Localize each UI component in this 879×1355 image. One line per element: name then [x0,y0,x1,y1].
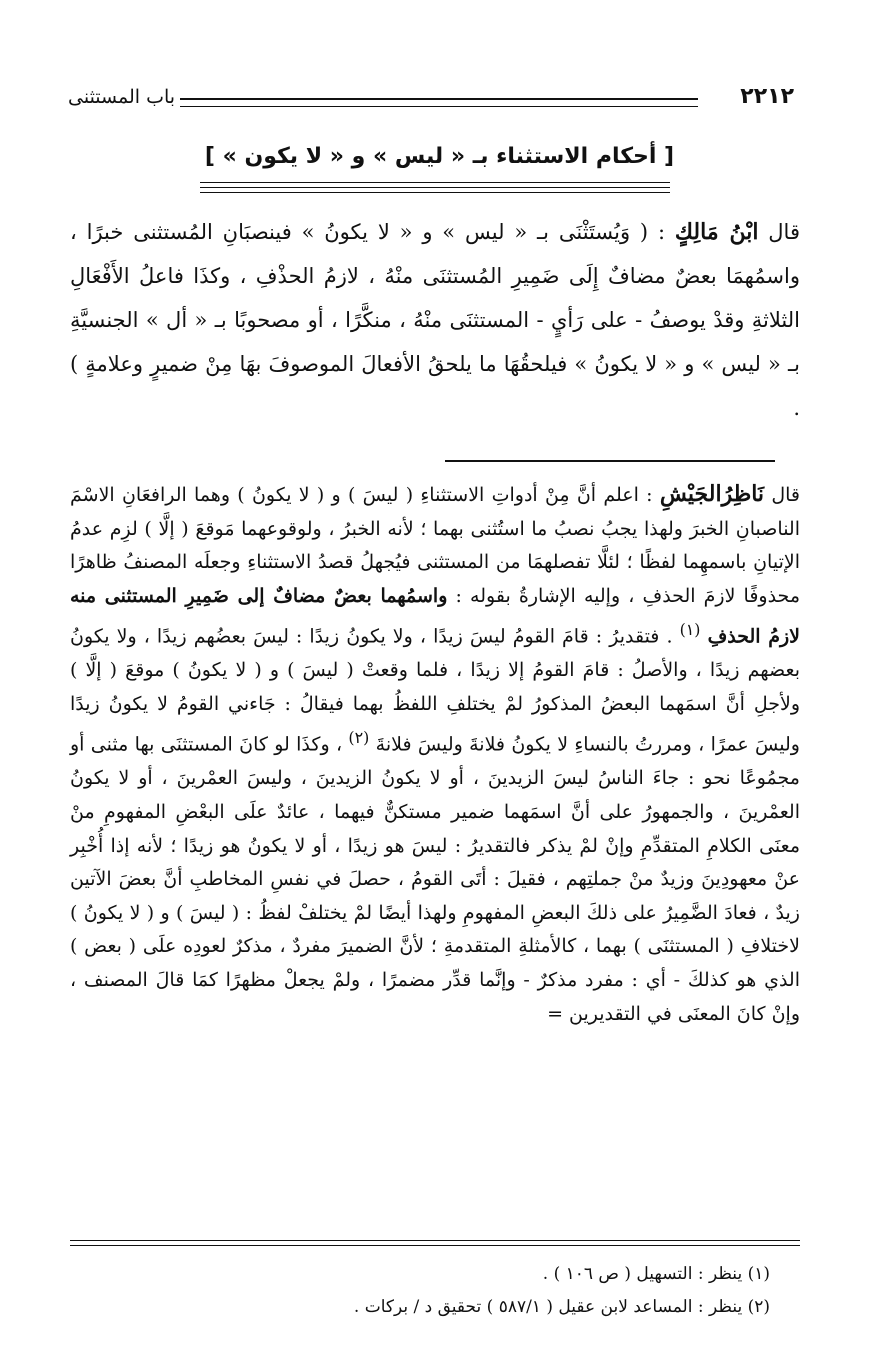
sharh-body-3: ، وكذَا لو كانَ المستثنَى بها مثنى أو مجمُوعًا نحو : جاءَ الناسُ ليسَ الزيدينَ ، أو لا يكونُ الزيدينَ ، وليسَ العمْرينَ ، أو لا يكونُ العمْرينَ ، والجمهورُ على أنَّ اسمَهما ضمير مستكنٌّ فيهما ، عائدٌ علَى البعْضِ المفهومِ منْ معنَى الكلامِ المتقدِّمِ وإنْ لمْ يذكر فالتقديرُ : ليسَ هو زيدًا ، أو لا يكونُ هو زيدًا ؛ لأنه إذا أُخْبِر عنْ معهودِينَ وزيدٌ منْ جملتِهم ، فقيلَ : أتَى القومُ ، حصلَ في نفسِ المخاطبِ أنَّ بعضَ الآتين زيدٌ ، فعادَ الضَّمِيرُ على ذلكَ البعضِ المفهومِ ولهذا أيضًا لمْ يختلفْ لفظُ : ( ليسَ ) و ( لا يكونُ ) لاختلافِ ( المستثنَى ) بهما ، كالأمثلةِ المتقدمةِ ؛ لأنَّ الضميرَ مفردٌ ، مذكرٌ لعودِه علَى ( بعض ) الذي هو كذلكَ - أي : مفرد مذكرٌ - وإنَّما قدِّر مضمرًا ، ولمْ يجعلْ مظهرًا كمَا قالَ المصنف ، وإنْ كانَ المعنَى في التقديرين = [70,733,800,1025]
matn-text [70,210,800,430]
footnotes [70,1258,770,1324]
title-rule [200,182,670,183]
matn-speaker: ابْنُ مَالِكٍ [674,219,759,245]
sharh-body-2: . فتقديرُ : قامَ القومُ ليسَ زيدًا ، ولا يكونُ زيدًا : ليسَ بعضُهم زيدًا ، ولا يكونُ بعضهم زيدًا ، والأصلُ : قامَ القومُ إلا زيدًا ، فلما وقعتْ ( ليسَ ) و ( لا يكونُ ) موقعَ ( إلَّا ) ولأجلِ أنَّ اسمَهما البعضُ المذكورُ لمْ يختلفِ اللفظُ بهما فيقالُ : جَاءني القومُ لا يكونُ زيدًا وليسَ عمرًا ، ومررتُ بالنساءِ لا يكونُ فلانةَ وليسَ فلانةَ [70,625,800,756]
commentary-text [70,478,800,1031]
matn-intro: قال [768,220,800,244]
footnote-1: (١) ينظر : التسهيل ( ص ١٠٦ ) . [542,1264,770,1284]
footnote-2: (٢) ينظر : المساعد لابن عقيل ( ٥٨٧/١ ) تحقيق د / بركات . [353,1297,770,1317]
footnote-mark-2: (٢) [348,728,370,748]
matn-divider [445,460,775,462]
bold-quote: واسمُهما بعضٌ مضافٌ إلى ضَمِيرِ المستثنى منه لازمُ الحذفِ [70,584,800,648]
running-title: باب المستثنى [68,86,176,108]
footnote-rule [70,1245,800,1246]
title-rule [200,192,670,193]
title-rule [200,187,670,188]
sharh-intro: قال [771,484,801,506]
section-title: [ أحكام الاستثناء بـ « ليس » و « لا يكون » ] [204,144,675,169]
page-number: ٢٢١٢ [740,84,794,109]
sharh-speaker: نَاظِرُالجَيْشِ [659,481,765,507]
sharh-body-1: : اعلم أنَّ مِنْ أدواتِ الاستثناءِ ( ليسَ ) و ( لا يكونُ ) وهما الرافعَانِ الاسْمَ الناصبانِ الخبرَ ولهذا يجبُ نصبُ ما استُثنى بهما ؛ لأنه الخبرُ ، ولوقوعهما مَوقعَ ( إلَّا ) لزِم عدمُ الإتيانِ باسمهِما لفظًا ؛ لئلَّا تفصلهمَا من المستثنى فيُجهلُ قصدُ الاستثناءِ وجعلَه المصنفُ ظاهرًا محذوفًا لازمَ الحذفِ ، وإليه الإشارةُ بقوله : [70,484,801,607]
matn-body: : ( وَيُستَثْنَى بـ « ليس » و « لا يكونُ » فينصبَانِ المُستثنى خبرًا ، واسمُهمَا بعضٌ مضافٌ إِلَى ضَمِيرِ المُستثنَى منْهُ ، لازمُ الحذْفِ ، وكذَا فاعلُ الأَفْعَالِ الثلاثةِ وقدْ يوصفُ - على رَأيٍ - المستثنَى منْهُ ، منكَّرًا ، أو مصحوبًا بـ « أل » الجنسيَّةِ بـ « ليس » و « لا يكونُ » فيلحقُهَا ما يلحقُ الأفعالَ الموصوفَ بهَا مِنْ ضميرٍ وعلامةٍ ) . [70,220,800,420]
page-header [68,84,794,114]
footnote-mark-1: (١) [679,620,701,640]
footnote-rule [70,1240,800,1241]
header-rule [180,98,698,107]
